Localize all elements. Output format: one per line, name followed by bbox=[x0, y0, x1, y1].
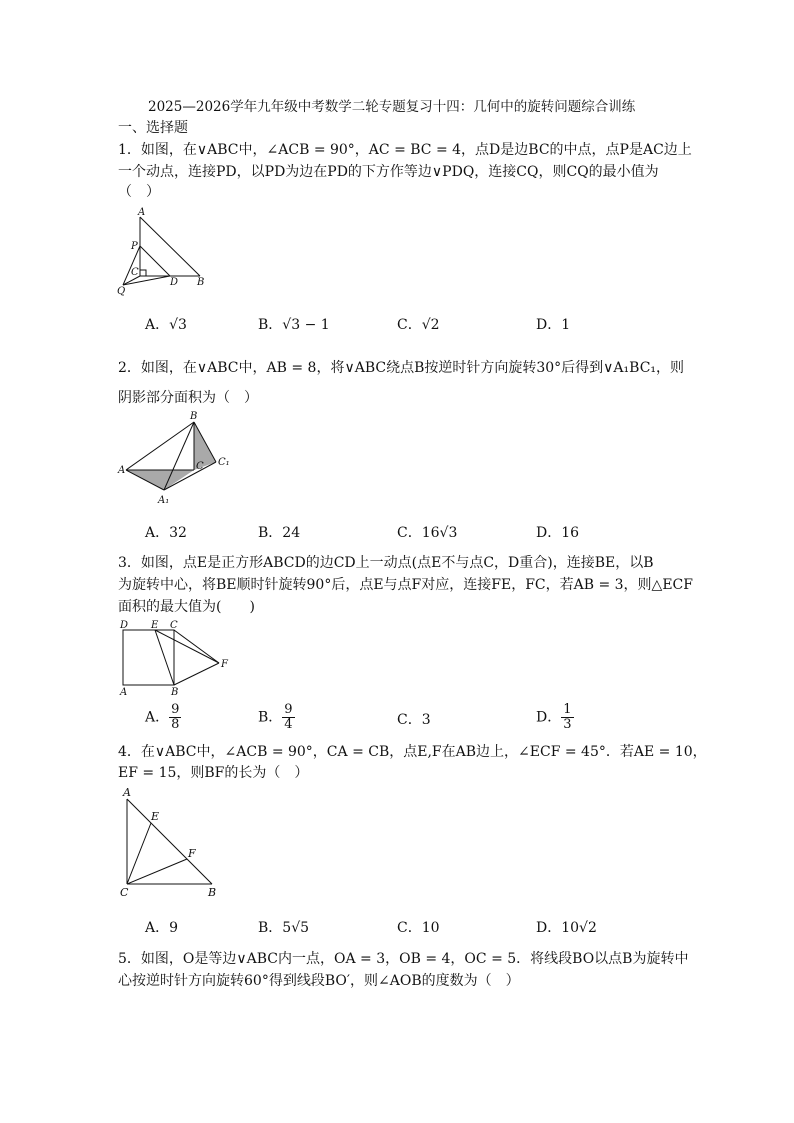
q1-label-C: C bbox=[131, 267, 139, 278]
q3-option-b-fraction: $\frac{9}{4}$ bbox=[284, 702, 293, 732]
q3-figure bbox=[115, 618, 240, 696]
q2-label-A: A bbox=[118, 465, 126, 476]
q3-option-d-prefix: D． bbox=[536, 709, 562, 726]
q5-line2: 心按逆时针方向旋转60°得到线段BO′，则∠AOB的度数为（ ） bbox=[118, 973, 520, 989]
q1-label-Q: Q bbox=[117, 286, 126, 297]
q4-label-F: F bbox=[188, 847, 196, 860]
q5-line1: 5．如图，O是等边∨ABC内一点，OA = 3，OB = 4，OC = 5．将线段BO以点B为旋转中 bbox=[118, 951, 689, 967]
q3-label-E: E bbox=[151, 620, 159, 631]
q2-figure bbox=[112, 410, 237, 510]
q2-option-a[interactable]: A．32 bbox=[145, 525, 187, 541]
q1-option-a[interactable]: A．√3 bbox=[145, 317, 187, 333]
q2-label-B: B bbox=[190, 411, 198, 422]
q1-label-D: D bbox=[170, 277, 179, 288]
q2-line2: 阴影部分面积为（ ） bbox=[118, 390, 258, 406]
q4-option-d[interactable]: D．10√2 bbox=[536, 920, 597, 936]
q4-label-A: A bbox=[123, 786, 131, 799]
q1-option-d[interactable]: D．1 bbox=[536, 317, 571, 333]
q1-label-P: P bbox=[131, 241, 138, 252]
q1-figure bbox=[110, 205, 220, 297]
q1-option-c[interactable]: C．√2 bbox=[397, 317, 440, 333]
q2-option-b[interactable]: B．24 bbox=[258, 525, 301, 541]
q3-label-C: C bbox=[170, 620, 178, 631]
q2-line1: 2．如图，在∨ABC中，AB = 8，将∨ABC绕点B按逆时针方向旋转30°后得到∨A₁BC₁，则 bbox=[118, 360, 685, 376]
q3-label-F: F bbox=[221, 659, 228, 670]
page-title: 2025—2026学年九年级中考数学二轮专题复习十四：几何中的旋转问题综合训练 bbox=[148, 99, 636, 115]
q3-option-b[interactable] bbox=[258, 703, 295, 732]
q4-label-B: B bbox=[208, 886, 217, 899]
q3-label-A: A bbox=[120, 687, 128, 696]
q1-line3: （ ） bbox=[118, 184, 160, 200]
q3-option-d[interactable] bbox=[536, 703, 574, 732]
q1-line2: 一个动点，连接PD，以PD为边在PD的下方作等边∨PDQ，连接CQ，则CQ的最小值为 bbox=[118, 164, 659, 180]
q4-label-C: C bbox=[120, 886, 129, 899]
q1-line1: 1．如图，在∨ABC中，∠ACB = 90°，AC = BC = 4，点D是边BC的中点，点P是AC边上 bbox=[118, 142, 692, 158]
q3-option-d-fraction: $\frac{1}{3}$ bbox=[563, 702, 572, 732]
q4-figure bbox=[112, 784, 227, 904]
q4-option-c[interactable]: C．10 bbox=[397, 920, 440, 936]
q1-label-A: A bbox=[138, 207, 146, 218]
q3-option-a-fraction: $\frac{9}{8}$ bbox=[171, 702, 180, 732]
q3-line2: 为旋转中心，将BE顺时针旋转90°后，点E与点F对应，连接FE，FC，若AB = 3，则△ECF bbox=[118, 577, 693, 593]
q1-option-b[interactable]: B．√3 − 1 bbox=[258, 317, 330, 333]
q1-label-B: B bbox=[197, 277, 205, 288]
q2-label-A1: A₁ bbox=[158, 495, 170, 506]
q2-label-C: C bbox=[196, 461, 204, 472]
section-heading: 一、选择题 bbox=[118, 120, 188, 136]
q3-label-B: B bbox=[171, 687, 179, 696]
q2-label-C1: C₁ bbox=[218, 457, 230, 468]
q3-label-D: D bbox=[120, 620, 129, 631]
q4-label-E: E bbox=[151, 810, 160, 823]
q2-option-d[interactable]: D．16 bbox=[536, 525, 580, 541]
q3-line3: 面积的最大值为( ) bbox=[118, 599, 255, 615]
q4-line1: 4．在∨ABC中，∠ACB = 90°，CA = CB，点E,F在AB边上，∠ECF = 45°．若AE = 10， bbox=[118, 744, 707, 760]
q3-option-b-prefix: B． bbox=[258, 709, 283, 726]
q4-line2: EF = 15，则BF的长为（ ） bbox=[118, 765, 309, 781]
q2-option-c[interactable]: C．16√3 bbox=[397, 525, 458, 541]
q3-line1: 3．如图，点E是正方形ABCD的边CD上一动点(点E不与点C，D重合)，连接BE，以B bbox=[118, 555, 654, 571]
q4-option-a[interactable]: A．9 bbox=[145, 920, 179, 936]
q4-option-b[interactable]: B．5√5 bbox=[258, 920, 310, 936]
q3-option-a-prefix: A． bbox=[145, 709, 170, 726]
q3-option-c[interactable]: C．3 bbox=[397, 712, 431, 728]
q3-option-a[interactable] bbox=[145, 703, 181, 732]
